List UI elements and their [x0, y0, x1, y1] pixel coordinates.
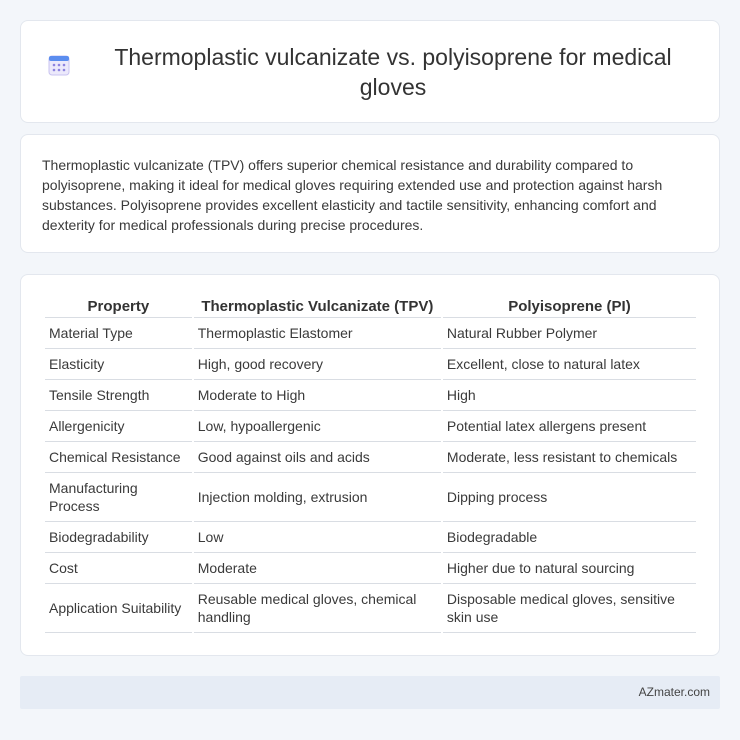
pi-cell: Biodegradable	[443, 522, 696, 553]
pi-cell: Potential latex allergens present	[443, 411, 696, 442]
tpv-cell: Thermoplastic Elastomer	[194, 318, 441, 349]
footer-brand[interactable]: AZmater.com	[638, 685, 710, 699]
table-row	[45, 380, 696, 411]
header-card	[20, 20, 720, 123]
tpv-cell: Low	[194, 522, 441, 553]
footer	[20, 676, 720, 709]
property-cell: Elasticity	[45, 349, 192, 380]
property-cell: Allergenicity	[45, 411, 192, 442]
column-header-tpv: Thermoplastic Vulcanizate (TPV)	[194, 295, 441, 318]
column-header-pi: Polyisoprene (PI)	[443, 295, 696, 318]
table-row	[45, 522, 696, 553]
pi-cell: Excellent, close to natural latex	[443, 349, 696, 380]
property-cell: Material Type	[45, 318, 192, 349]
tpv-cell: Reusable medical gloves, chemical handling	[194, 584, 441, 633]
pi-cell: Dipping process	[443, 473, 696, 522]
property-cell: Biodegradability	[45, 522, 192, 553]
pi-cell: Moderate, less resistant to chemicals	[443, 442, 696, 473]
comparison-table-card	[20, 274, 720, 656]
tpv-cell: Moderate to High	[194, 380, 441, 411]
table-header-row	[45, 295, 696, 318]
tpv-cell: High, good recovery	[194, 349, 441, 380]
property-cell: Tensile Strength	[45, 380, 192, 411]
header	[21, 21, 719, 122]
table-row	[45, 318, 696, 349]
tpv-cell: Low, hypoallergenic	[194, 411, 441, 442]
column-header-property: Property	[45, 295, 192, 318]
property-cell: Chemical Resistance	[45, 442, 192, 473]
table-row	[45, 411, 696, 442]
pi-cell: Natural Rubber Polymer	[443, 318, 696, 349]
tpv-cell: Good against oils and acids	[194, 442, 441, 473]
tpv-cell: Injection molding, extrusion	[194, 473, 441, 522]
property-cell: Cost	[45, 553, 192, 584]
summary-card	[20, 134, 720, 253]
tpv-cell: Moderate	[194, 553, 441, 584]
property-cell: Application Suitability	[45, 584, 192, 633]
table-row	[45, 442, 696, 473]
pi-cell: Disposable medical gloves, sensitive skin use	[443, 584, 696, 633]
pi-cell: High	[443, 380, 696, 411]
table-row	[45, 349, 696, 380]
pi-cell: Higher due to natural sourcing	[443, 553, 696, 584]
table-row	[45, 473, 696, 522]
table-row	[45, 553, 696, 584]
comparison-table	[43, 295, 698, 633]
table-row	[45, 584, 696, 633]
calendar-icon	[47, 53, 71, 77]
page-title: Thermoplastic vulcanizate vs. polyisoprene for medical gloves	[114, 43, 672, 100]
property-cell: Manufacturing Process	[45, 473, 192, 522]
summary-text: Thermoplastic vulcanizate (TPV) offers superior chemical resistance and durability compared to polyisoprene, making it ideal for medical gloves requiring extended use and protection against harsh substances. Polyisoprene provides excellent elasticity and tactile sensitivity, enhancing comfort and dexterity for medical professionals during precise procedures.	[42, 157, 663, 233]
